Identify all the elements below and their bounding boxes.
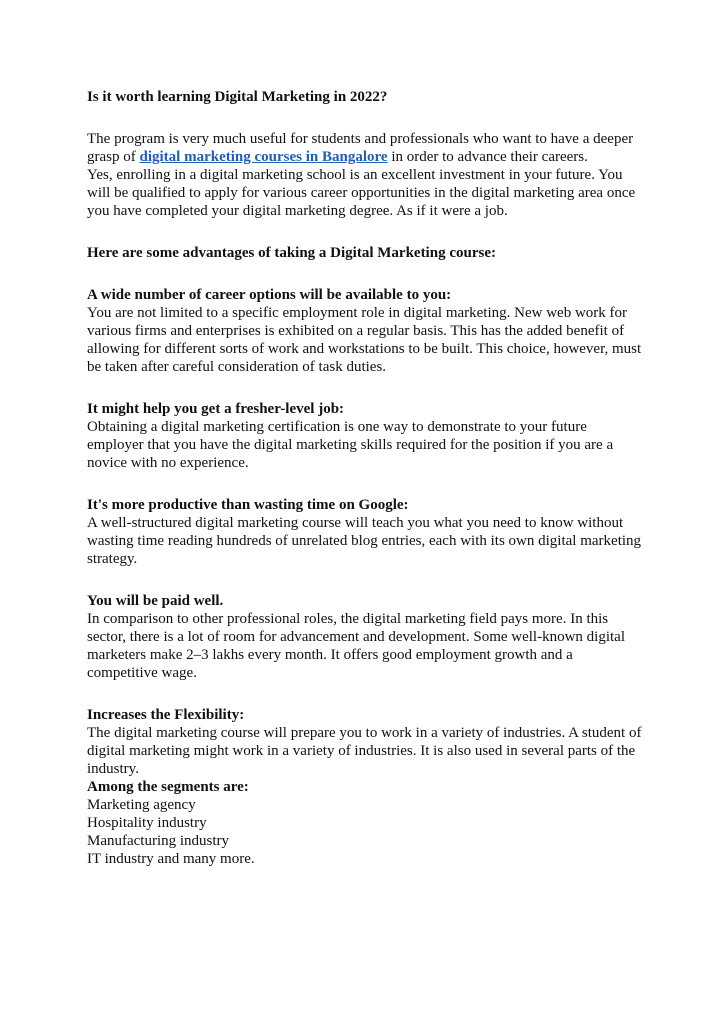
spacer (87, 376, 647, 400)
segments-heading: Among the segments are: (87, 779, 249, 795)
list-item: Manufacturing industry (87, 833, 230, 849)
section-heading: It might help you get a fresher-level job: (87, 401, 345, 417)
courses-link[interactable]: digital marketing courses in Bangalore (139, 149, 388, 165)
section-body: The digital marketing course will prepare you to work in a variety of industries. A student of digital marketing might work in a variety of industries. It is also used in several parts of the industry. (87, 725, 642, 777)
spacer (87, 472, 647, 496)
document-page (87, 88, 647, 868)
section-productive (87, 496, 647, 568)
section-body: In comparison to other professional roles, the digital marketing field pays more. In this sector, there is a lot of room for advancement and development. Some well-known digital marketers make 2–3 lakhs every month. It offers good employment growth and a competitive wage. (87, 611, 625, 681)
list-item: Hospitality industry (87, 815, 207, 831)
segments-list (87, 796, 647, 868)
section-body: You are not limited to a specific employment role in digital marketing. New web work for various firms and enterprises is exhibited on a regular basis. This has the added benefit of allowing for different sorts of work and workstations to be built. This choice, however, must be taken after careful consideration of task duties. (87, 305, 642, 375)
section-heading: A wide number of career options will be available to you: (87, 287, 452, 303)
intro-paragraph (87, 130, 647, 166)
list-item: IT industry and many more. (87, 851, 255, 867)
section-body: A well-structured digital marketing course will teach you what you need to know without wasting time reading hundreds of unrelated blog entries, each with its own digital marketing strategy. (87, 515, 642, 567)
spacer (87, 106, 647, 130)
spacer (87, 220, 647, 244)
list-item: Marketing agency (87, 797, 196, 813)
section-career-options (87, 286, 647, 376)
section-flexibility (87, 706, 647, 868)
section-heading: It's more productive than wasting time on Google: (87, 497, 409, 513)
intro-text-before-link: The program is very much useful for students and professionals who want to have a deeper grasp of (87, 131, 634, 165)
spacer (87, 682, 647, 706)
section-paid-well (87, 592, 647, 682)
spacer (87, 262, 647, 286)
advantages-heading: Here are some advantages of taking a Digital Marketing course: (87, 245, 496, 261)
intro-paragraph-2: Yes, enrolling in a digital marketing school is an excellent investment in your future. You will be qualified to apply for various career opportunities in the digital marketing area once you have completed your digital marketing degree. As if it were a job. (87, 167, 636, 219)
section-heading: Increases the Flexibility: (87, 707, 245, 723)
document-title: Is it worth learning Digital Marketing in 2022? (87, 89, 388, 105)
section-heading: You will be paid well. (87, 593, 224, 609)
section-fresher-job (87, 400, 647, 472)
spacer (87, 568, 647, 592)
intro-text-after-link: in order to advance their careers. (387, 149, 588, 165)
section-body: Obtaining a digital marketing certification is one way to demonstrate to your future employer that you have the digital marketing skills required for the position if you are a novice with no experience. (87, 419, 614, 471)
